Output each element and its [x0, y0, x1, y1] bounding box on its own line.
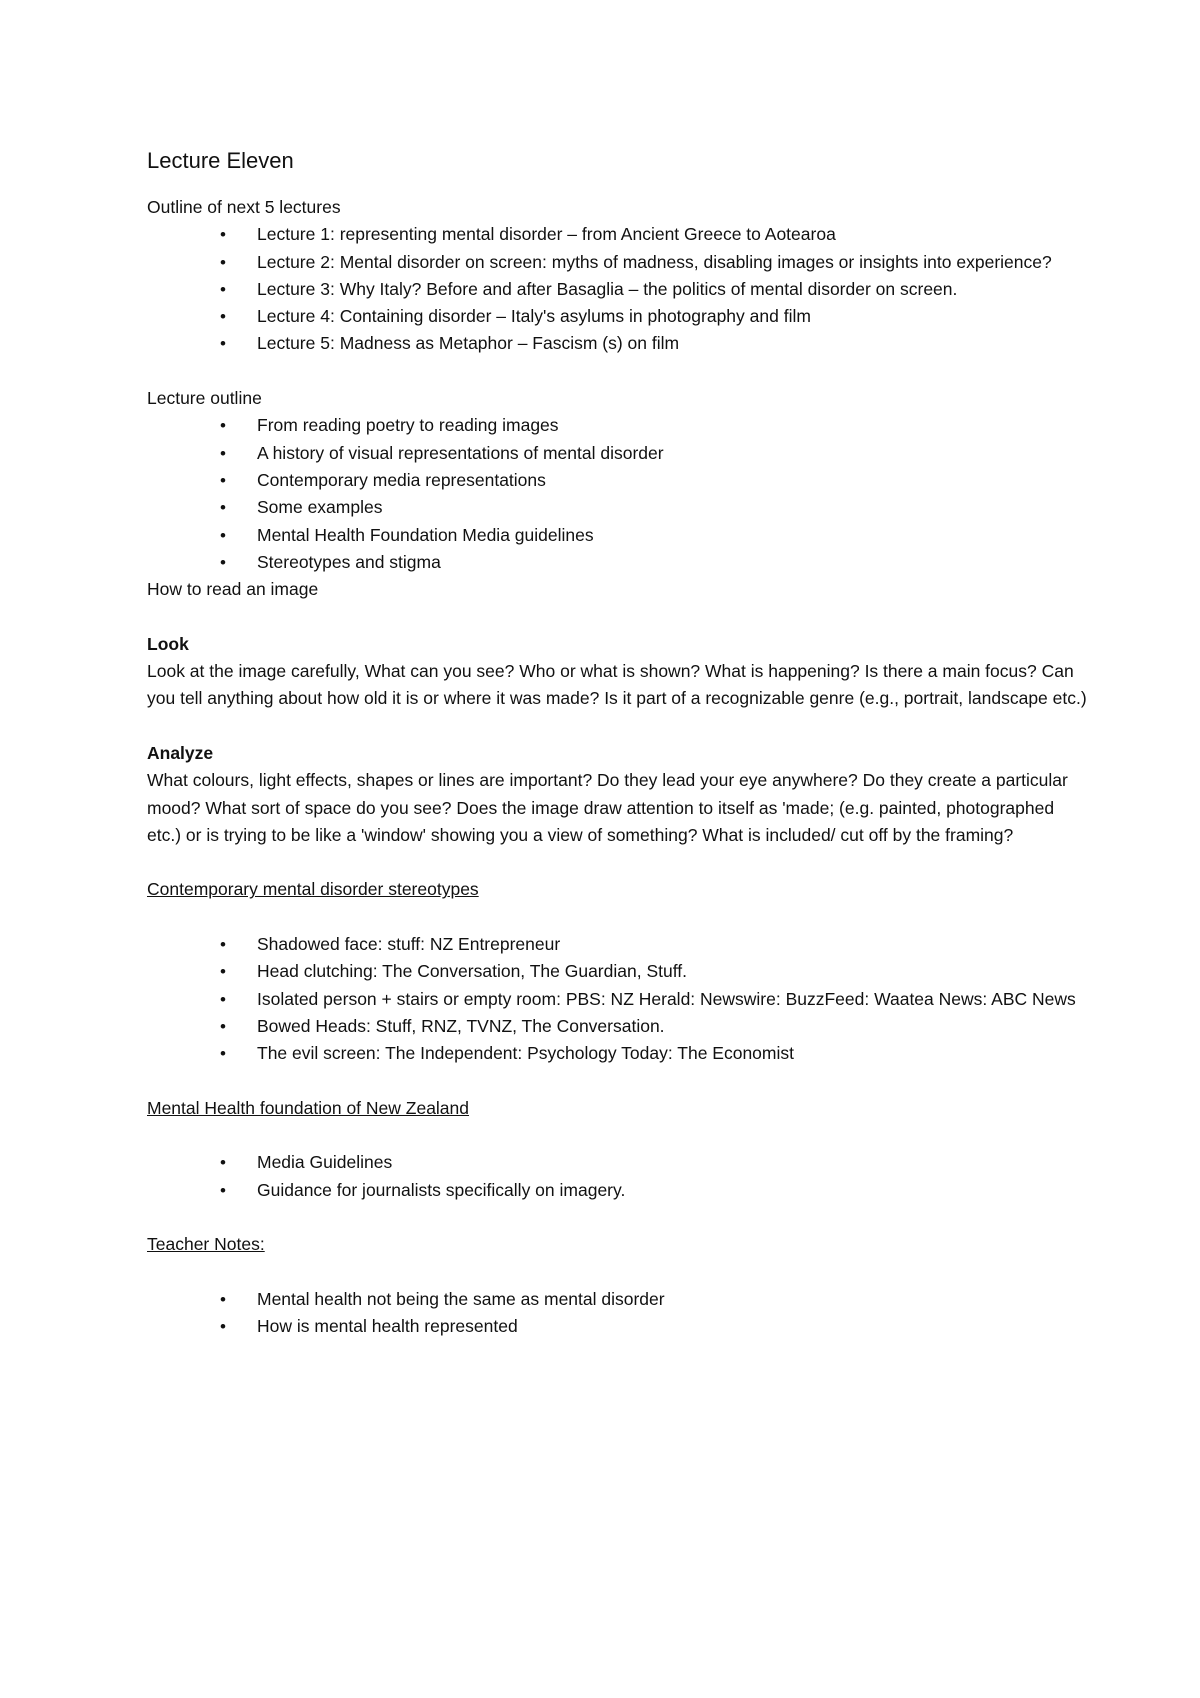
spacer	[147, 1204, 1087, 1231]
bullet-icon: •	[220, 989, 226, 1009]
outline-list	[147, 221, 1087, 357]
list-item: • Lecture 5: Madness as Metaphor – Fascism (s) on film	[147, 330, 1087, 357]
bullet-icon: •	[220, 1317, 226, 1337]
list-item: • Mental Health Foundation Media guidelines	[147, 522, 1087, 549]
spacer	[147, 904, 1087, 931]
spacer	[147, 1068, 1087, 1095]
list-item: • Lecture 4: Containing disorder – Italy's asylums in photography and film	[147, 303, 1087, 330]
bullet-icon: •	[220, 334, 226, 354]
how-to-read-heading: How to read an image	[147, 579, 319, 600]
bullet-icon: •	[220, 1044, 226, 1064]
bullet-icon: •	[220, 307, 226, 327]
list-item: • Contemporary media representations	[147, 467, 1087, 494]
lecture-outline-heading: Lecture outline	[147, 388, 262, 409]
bullet-icon: •	[220, 470, 226, 490]
outline-heading: Outline of next 5 lectures	[147, 197, 341, 217]
bullet-icon: •	[220, 225, 226, 245]
bullet-icon: •	[220, 416, 226, 436]
bullet-icon: •	[220, 498, 226, 518]
bullet-icon: •	[220, 935, 226, 955]
list-item: • Media Guidelines	[147, 1149, 1087, 1176]
spacer	[147, 358, 1087, 385]
look-heading: Look	[147, 633, 189, 654]
list-item: • Lecture 2: Mental disorder on screen: myths of madness, disabling images or insights into experience?	[147, 249, 1087, 276]
list-item: • Bowed Heads: Stuff, RNZ, TVNZ, The Conversation.	[147, 1013, 1087, 1040]
list-item: • Lecture 3: Why Italy? Before and after Basaglia – the politics of mental disorder on screen.	[147, 276, 1087, 303]
analyze-paragraph: What colours, light effects, shapes or lines are important? Do they lead your eye anywhere? Do they create a particular mood? What sort of space do you see? Does the image draw attention to itself as 'made; (e.g. painted, photographed etc.) or is trying to be like a 'window' showing you a view of something? What is included/ cut off by the framing?	[147, 770, 1068, 845]
document-body	[147, 146, 1087, 1340]
teacher-notes-heading: Teacher Notes:	[147, 1234, 265, 1255]
bullet-icon: •	[220, 443, 226, 463]
list-item: • A history of visual representations of mental disorder	[147, 440, 1087, 467]
list-item: • Mental health not being the same as mental disorder	[147, 1286, 1087, 1313]
list-item: • Guidance for journalists specifically on imagery.	[147, 1177, 1087, 1204]
bullet-icon: •	[220, 1289, 226, 1309]
list-item: • Stereotypes and stigma	[147, 549, 1087, 576]
analyze-heading: Analyze	[147, 742, 214, 763]
bullet-icon: •	[220, 279, 226, 299]
bullet-icon: •	[220, 962, 226, 982]
bullet-icon: •	[220, 252, 226, 272]
bullet-icon: •	[220, 1016, 226, 1036]
spacer	[147, 849, 1087, 876]
spacer	[147, 1259, 1087, 1286]
list-item: • Head clutching: The Conversation, The Guardian, Stuff.	[147, 958, 1087, 985]
foundation-list	[147, 1149, 1087, 1204]
bullet-icon: •	[220, 552, 226, 572]
list-item: • From reading poetry to reading images	[147, 412, 1087, 439]
lecture-outline-list	[147, 412, 1087, 576]
bullet-icon: •	[220, 525, 226, 545]
foundation-heading: Mental Health foundation of New Zealand	[147, 1097, 470, 1118]
page-title: Lecture Eleven	[147, 148, 294, 173]
list-item: • Isolated person + stairs or empty room: PBS: NZ Herald: Newswire: BuzzFeed: Waatea News: ABC News	[147, 986, 1087, 1013]
bullet-icon: •	[220, 1180, 226, 1200]
spacer	[147, 603, 1087, 630]
spacer	[147, 713, 1087, 740]
bullet-icon: •	[220, 1153, 226, 1173]
teacher-notes-list	[147, 1286, 1087, 1341]
list-item: • The evil screen: The Independent: Psychology Today: The Economist	[147, 1040, 1087, 1067]
list-item: • Shadowed face: stuff: NZ Entrepreneur	[147, 931, 1087, 958]
look-paragraph: Look at the image carefully, What can you see? Who or what is shown? What is happening? Is there a main focus? Can you tell anything about how old it is or where it was made? Is it part of a recognizable genre (e.g., portrait, landscape etc.)	[147, 661, 1087, 709]
list-item: • Some examples	[147, 494, 1087, 521]
spacer	[147, 1122, 1087, 1149]
list-item: • Lecture 1: representing mental disorder – from Ancient Greece to Aotearoa	[147, 221, 1087, 248]
stereotypes-heading: Contemporary mental disorder stereotypes	[147, 879, 479, 900]
list-item: • How is mental health represented	[147, 1313, 1087, 1340]
stereotypes-list	[147, 931, 1087, 1067]
